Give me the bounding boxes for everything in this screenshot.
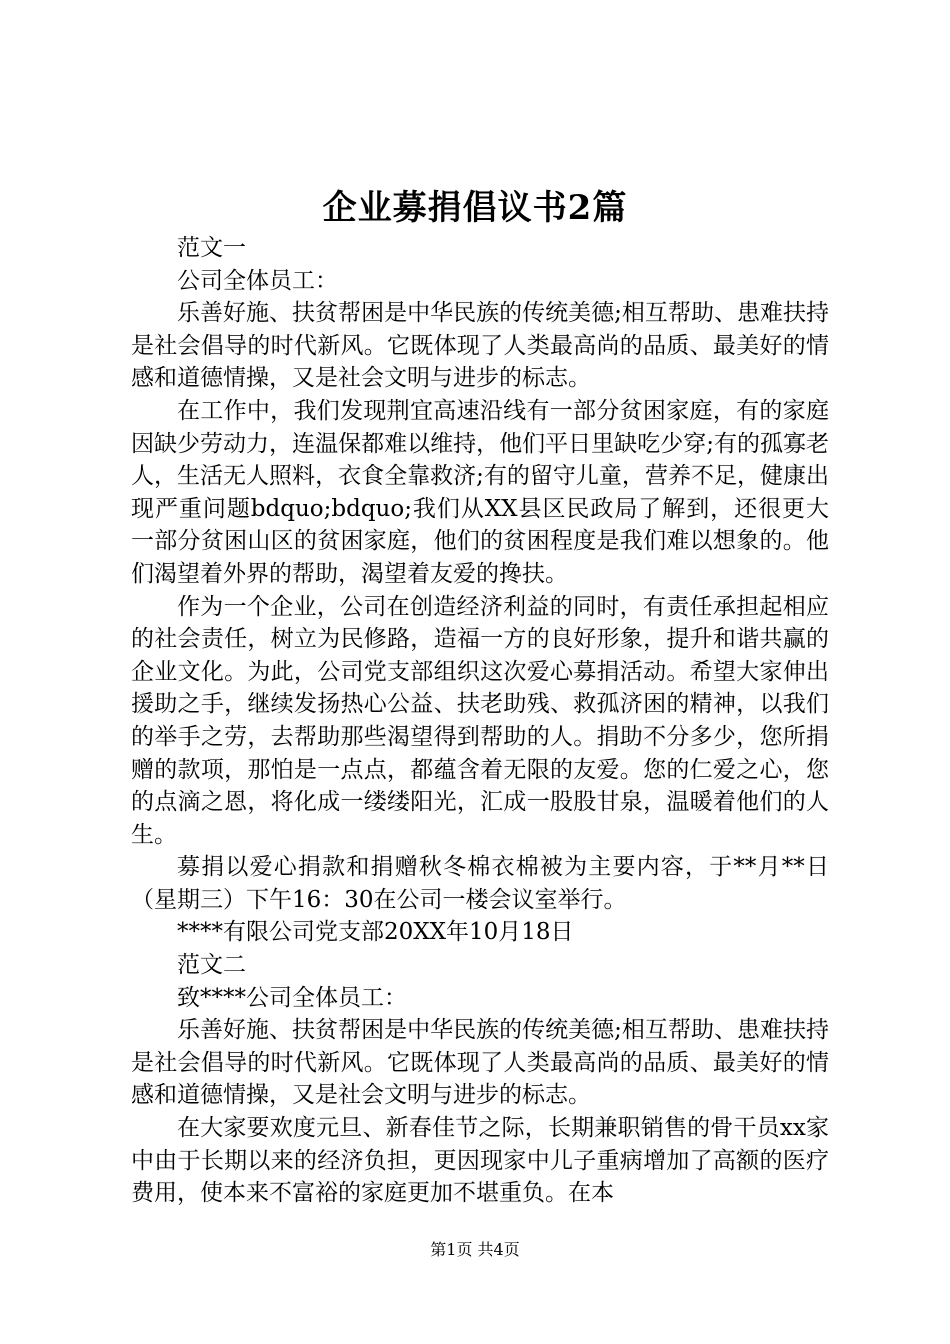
- document-body: [131, 232, 829, 1210]
- body-paragraph: 乐善好施、扶贫帮困是中华民族的传统美德;相互帮助、患难扶持是社会倡导的时代新风。它既体现了人类最高尚的品质、最美好的情感和道德情操，又是社会文明与进步的标志。: [131, 1017, 829, 1109]
- body-paragraph: 在工作中，我们发现荆宜高速沿线有一部分贫困家庭，有的家庭因缺少劳动力，连温保都难以维持，他们平日里缺吃少穿;有的孤寡老人，生活无人照料，衣食全靠救济;有的留守儿童，营养不足，健康出现严重问题bdquo;bdquo;我们从XX县区民政局了解到，还很更大一部分贫困山区的贫困家庭，他们的贫困程度是我们难以想象的。他们渴望着外界的帮助，渴望着友爱的搀扶。: [131, 397, 829, 587]
- salutation-1: 公司全体员工：: [177, 267, 338, 294]
- signature-line: ****有限公司党支部20XX年10月18日: [177, 919, 574, 946]
- body-paragraph: 乐善好施、扶贫帮困是中华民族的传统美德;相互帮助、患难扶持是社会倡导的时代新风。它既体现了人类最高尚的品质、最美好的情感和道德情操，又是社会文明与进步的标志。: [131, 300, 829, 392]
- body-paragraph: 募捐以爱心捐款和捐赠秋冬棉衣棉被为主要内容，于**月**日（星期三）下午16：30在公司一楼会议室举行。: [131, 854, 829, 913]
- body-paragraph: 作为一个企业，公司在创造经济利益的同时，有责任承担起相应的社会责任，树立为民修路，造福一方的良好形象，提升和谐共赢的企业文化。为此，公司党支部组织这次爱心募捐活动。希望大家伸出援助之手，继续发扬热心公益、扶老助残、救孤济困的精神，以我们的举手之劳，去帮助那些渴望得到帮助的人。捐助不分多少，您所捐赠的款项，那怕是一点点，都蕴含着无限的友爱。您的仁爱之心，您的点滴之恩，将化成一缕缕阳光，汇成一股股甘泉，温暖着他们的人生。: [131, 593, 829, 848]
- section-heading-2: 范文二: [177, 952, 246, 979]
- body-paragraph: 在大家要欢度元旦、新春佳节之际，长期兼职销售的骨干员xx家中由于长期以来的经济负担，更因现家中儿子重病增加了高额的医疗费用，使本来不富裕的家庭更加不堪重负。在本: [131, 1115, 829, 1207]
- salutation-2: 致****公司全体员工：: [177, 984, 407, 1011]
- page-number-footer: 第1页 共4页: [430, 1240, 520, 1259]
- section-heading-1: 范文一: [177, 235, 246, 261]
- document-title: 企业募捐倡议书2篇: [322, 188, 628, 228]
